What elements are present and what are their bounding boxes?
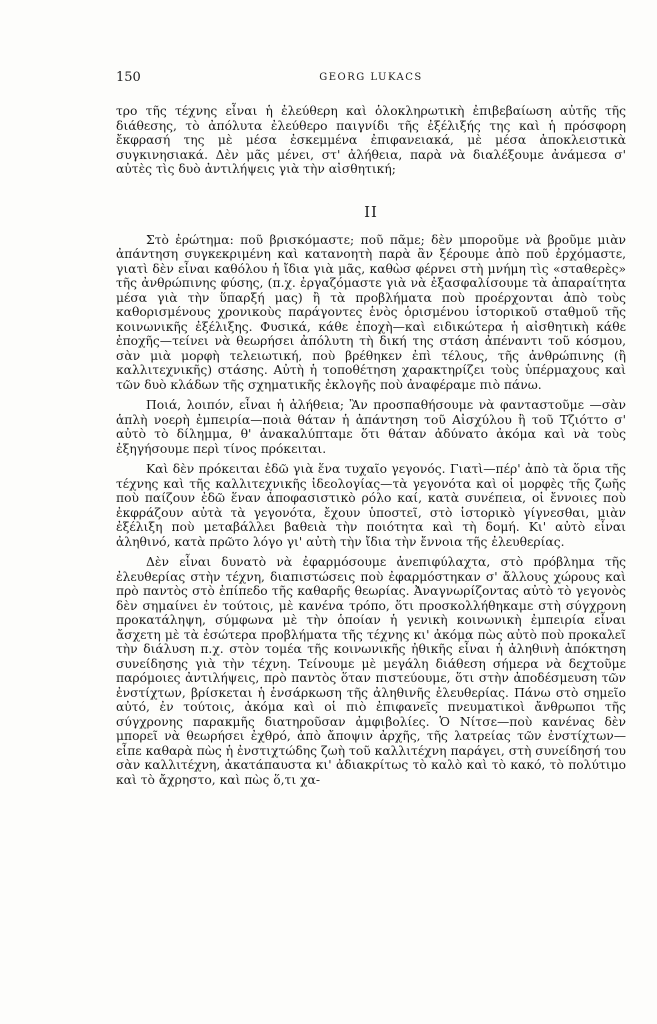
running-head: GEORG LUKACS [319,72,423,83]
paragraph: Καὶ δὲν πρόκειται ἐδῶ γιὰ ἕνα τυχαῖο γεγονός. Γιατὶ—πέρ' ἀπὸ τὰ ὅρια τῆς τέχνης καὶ τῆς καλλιτεχνικῆς ἰδεολογίας—τὰ γεγονότα καὶ οἱ μορφὲς τῆς ζωῆς ποὺ παίζουν ἐδῶ ἕναν ἀποφασιστικὸ ρόλο καί, κατὰ συνέπεια, οἱ ἔννοιες ποὺ ἐκφράζουν αὐτὰ τὰ γεγονότα, ἔχουν ὑποστεῖ, στὸ ἱστορικὸ γίγνεσθαι, μιὰν ἐξέλιξη ποὺ μεταβάλλει βαθειὰ τὴν ποιότητα καὶ τὴ δομή. Κι' αὐτὸ εἶναι ἀληθινό, κατὰ πρῶτο λόγο γι' αὐτὴ τὴν ἴδια τὴν ἔννοια τῆς ἐλευθερίας. [116,462,626,549]
section-heading: II [364,202,378,221]
paragraph: Στὸ ἐρώτημα: ποῦ βρισκόμαστε; ποῦ πᾶμε; δὲν μποροῦμε νὰ βροῦμε μιὰν ἀπάντηση συγκεκριμένη καὶ κατανοητὴ παρὰ ἂν ξέρουμε ἀπὸ ποῦ ἐρχόμαστε, γιατὶ δὲν εἶναι καθόλου ἡ ἴδια γιὰ μᾶς, καθὼσ φέρνει στὴ μνήμη τὶς «σταθερὲς» τῆς ἀνθρώπινης φύσης, (π.χ. ἐργαζόμαστε γιὰ νὰ ἐξασφαλίσουμε τὰ ἀπαραίτητα μέσα γιὰ τὴν ὕπαρξή μας) ἢ τὰ προβλήματα ποὺ προέρχονται ἀπὸ τοὺς καθορισμένους χρονικοὺς παράγοντες ἑνὸς ὁρισμένου ἱστορικοῦ σταθμοῦ τῆς κοινωνικῆς ἐξέλιξης. Φυσικά, κάθε ἐποχὴ—καὶ ειδικώτερα ἡ αἰσθητικὴ κάθε ἐποχῆς—τείνει νὰ θεωρήσει ἀπόλυτη τὴ δική της στάση ἀπέναντι τοῦ κόσμου, σὰν μιὰ μορφὴ τελειωτική, ποὺ βρέθηκεν ἐπὶ τέλους, τῆς ἀνθρώπινης (ἢ καλλιτεχνικῆς) στάσης. Αὐτὴ ἡ τοποθέτηση χαρακτηρίζει τοὺς ὑπέρμαχους καὶ τῶν δυὸ κλάδων τῆς σχηματικῆς ἐκλογῆς ποὺ ἀναφέραμε πιὸ πάνω. [116,232,626,392]
page-number: 150 [116,70,141,85]
page-body [116,104,626,787]
paragraph: Δὲν εἶναι δυνατὸ νὰ ἐφαρμόσουμε ἀνεπιφύλαχτα, στὸ πρόβλημα τῆς ἐλευθερίας στὴν τέχνη, διαπιστώσεις ποὺ ἐφαρμόστηκαν σ' ἄλλους χώρους καὶ πρὸ παντὸς στὸ ἐπίπεδο τῆς καθαρῆς θεωρίας. Ἀναγνωρίζοντας αὐτὸ τὸ γεγονὸς δὲν σημαίνει ἐν τούτοις, μὲ κανένα τρόπο, ὅτι προσκολλήθηκαμε στὴ σύγχρονη προκατάληψη, σύμφωνα μὲ τὴν ὁποίαν ἡ γενικὴ κοινωνικὴ ἐμπειρία εἶναι ἄσχετη μὲ τὰ ἐσώτερα προβλήματα τῆς τέχνης κι' ἀκόμα πὼς αὐτὸ ποὺ προκαλεῖ τὴν διάλυση π.χ. στὸν τομέα τῆς κοινωνικῆς ἠθικῆς εἶναι ἡ ἀληθινὴ ἀπόκτηση συνείδησης γιὰ τὴν τέχνη. Τείνουμε μὲ μεγάλη διάθεση σήμερα νὰ δεχτοῦμε παρόμοιες ἀντιλήψεις, πρὸ παντὸς ὅταν πιστεύουμε, ὅτι στὴν ἀποδέσμευση τῶν ἐνστίχτων, βρίσκεται ἡ ἐνσάρκωση τῆς ἀληθινῆς ἐλευθερίας. Πάνω στὸ σημεῖο αὐτό, ἐν τούτοις, ἀκόμα καὶ οἱ πιὸ ἐπιφανεῖς πνευματικοὶ ἄνθρωποι τῆς σύγχρονης παρακμῆς διατηροῦσαν ἀμφιβολίες. Ὁ Νίτσε—ποὺ κανένας δὲν μπορεῖ νὰ θεωρήσει ἐχθρό, ἀπὸ ἄποψιν ἀρχῆς, τῆς λατρείας τῶν ἐνστίχτων—εἶπε καθαρὰ πὼς ἡ ἐνστιχτώδης ζωὴ τοῦ καλλιτέχνη παράγει, στὴ συνείδησή του σὰν καλλιτέχνη, ἀκατάπαυστα κι' ἀδιακρίτως τὸ καλὸ καὶ τὸ κακό, τὸ πολύτιμο καὶ τὸ ἄχρηστο, καὶ πὼς ὅ,τι χα- [116,555,626,787]
paragraph-continuation: τρο τῆς τέχνης εἶναι ἡ ἐλεύθερη καὶ ὁλοκληρωτικὴ ἐπιβεβαίωση αὐτῆς τῆς διάθεσης, τὸ ἀπόλυτα ἐλεύθερο παιγνίδι τῆς ἐξέλιξής της καὶ ἡ πρόσφορη ἔκφρασή της μὲ μέσα ἐσκεμμένα ἐπιφανειακά, μὲ μέσα ἀποκλειστικὰ συγκινησιακά. Δὲν μᾶς μένει, στ' ἀλήθεια, παρὰ νὰ διαλέξουμε ἀνάμεσα σ' αὐτὲς τὶς δυὸ ἀντιλήψεις γιὰ τὴν αἰσθητική; [116,104,626,176]
page-header [116,70,626,90]
paragraph: Ποιά, λοιπόν, εἶναι ἡ ἀλήθεια; Ἂν προσπαθήσουμε νὰ φανταστοῦμε —σὰν ἁπλὴ νοερὴ ἐμπειρία—ποιὰ θάταν ἡ ἀπάντηση τοῦ Αἰσχύλου ἢ τοῦ Τζιόττο σ' αὐτὸ τὸ δίλημμα, θ' ἀνακαλύπταμε ὅτι θάταν ἀδύνατο ἀκόμα καὶ νὰ τοὺς ἐξηγήσουμε περὶ τίνος πρόκειται. [116,398,626,456]
